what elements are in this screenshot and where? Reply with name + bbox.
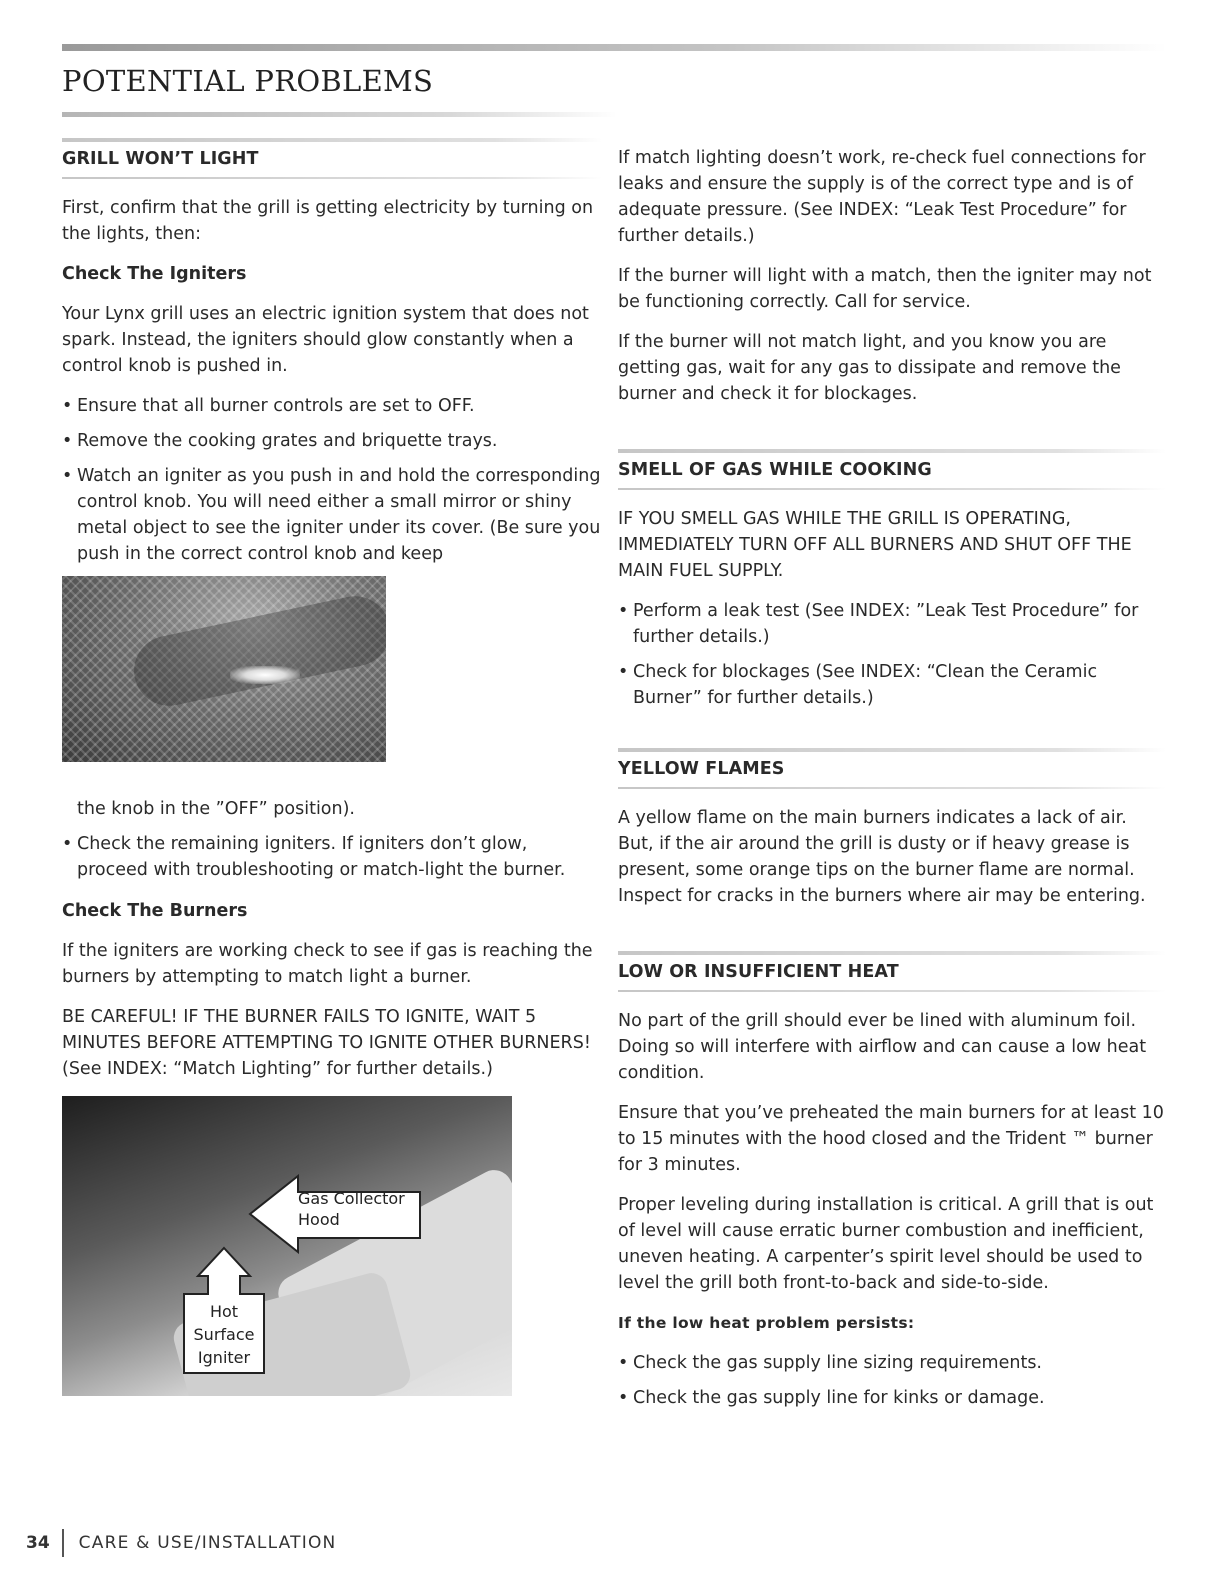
gas-collector-label: Gas Collector Hood	[298, 1189, 405, 1229]
igniter-photo	[62, 576, 386, 762]
section-yellow-flames	[618, 748, 1166, 909]
igniter-steps-list-continued	[62, 831, 602, 883]
list-item: • Check for blockages (See INDEX: “Clean the Ceramic Burner” for further details.)	[618, 659, 1166, 711]
subheading-check-igniters: Check The Igniters	[62, 264, 247, 284]
title-rule	[62, 112, 617, 117]
section-rule	[618, 951, 1166, 955]
section-low-heat	[618, 951, 1166, 1411]
match-text-3: If the burner will not match light, and you know you are getting gas, wait for any gas to dissipate and remove the burner and check it for blockages.	[618, 332, 1121, 404]
subheading-check-burners: Check The Burners	[62, 901, 248, 921]
igniter-glow-shape	[230, 666, 300, 684]
section-grill-wont-light	[62, 138, 602, 1396]
list-item-continuation: the knob in the ”OFF” position).	[77, 799, 355, 819]
gas-collector-callout	[248, 1174, 423, 1254]
yellow-flames-text: A yellow flame on the main burners indicates a lack of air. But, if the air around the grill is dusty or if heavy grease is present, some orange tips on the burner flame are normal. Inspect for cracks in the burners where air may be entering.	[618, 808, 1146, 906]
list-item: • Remove the cooking grates and briquette trays.	[62, 428, 602, 454]
list-item: • Check the remaining igniters. If igniters don’t glow, proceed with troubleshooting or match-light the burner.	[62, 831, 602, 883]
section-rule	[62, 138, 602, 142]
page-number: 34	[26, 1533, 50, 1553]
low-heat-text-3: Proper leveling during installation is critical. A grill that is out of level will cause erratic burner combustion and inefficient, uneven heating. A carpenter’s spirit level should be used to level the grill both front-to-back and side-to-side.	[618, 1195, 1154, 1293]
footer-divider	[62, 1529, 64, 1557]
list-item: • Perform a leak test (See INDEX: ”Leak Test Procedure” for further details.)	[618, 598, 1166, 650]
igniter-steps-list	[62, 393, 602, 567]
subheading-persists: If the low heat problem persists:	[618, 1314, 915, 1332]
low-heat-steps-list	[618, 1350, 1166, 1411]
section-rule	[618, 449, 1166, 453]
low-heat-text-2: Ensure that you’ve preheated the main burners for at least 10 to 15 minutes with the hood closed and the Trident ™ burner for 3 minutes.	[618, 1103, 1164, 1175]
burner-tube-shape	[128, 590, 386, 713]
section-heading: LOW OR INSUFFICIENT HEAT	[618, 962, 899, 982]
intro-text: First, confirm that the grill is getting electricity by turning on the lights, then:	[62, 198, 594, 244]
list-item: • Check the gas supply line for kinks or damage.	[618, 1385, 1166, 1411]
section-match-lighting	[618, 145, 1166, 407]
burner-hood-photo	[62, 1096, 512, 1396]
warning-text: BE CAREFUL! IF THE BURNER FAILS TO IGNITE, WAIT 5 MINUTES BEFORE ATTEMPTING TO IGNITE OTHER BURNERS! (See INDEX: “Match Lighting” for further details.)	[62, 1007, 591, 1079]
list-item: • Ensure that all burner controls are set to OFF.	[62, 393, 602, 419]
gas-steps-list	[618, 598, 1166, 711]
section-heading: YELLOW FLAMES	[618, 759, 785, 779]
section-heading: GRILL WON’T LIGHT	[62, 149, 259, 169]
list-item: • Watch an igniter as you push in and hold the corresponding control knob. You will need either a small mirror or shiny metal object to see the igniter under its cover. (Be sure you push in the correct control knob and keep	[62, 463, 602, 567]
top-rule	[62, 44, 1167, 51]
footer-section-label: CARE & USE/INSTALLATION	[78, 1533, 337, 1553]
hot-surface-igniter-callout	[182, 1246, 266, 1376]
page-title: POTENTIAL PROBLEMS	[62, 64, 434, 98]
left-column	[62, 138, 602, 1430]
right-column	[618, 145, 1166, 1420]
section-smell-of-gas	[618, 449, 1166, 711]
page-footer	[26, 1528, 336, 1558]
list-item: • Check the gas supply line sizing requirements.	[618, 1350, 1166, 1376]
match-text-2: If the burner will light with a match, then the igniter may not be functioning correctly. Call for service.	[618, 266, 1152, 312]
igniters-text: Your Lynx grill uses an electric ignition system that does not spark. Instead, the igniters should glow constantly when a control knob is pushed in.	[62, 304, 589, 376]
gas-warning-text: IF YOU SMELL GAS WHILE THE GRILL IS OPERATING, IMMEDIATELY TURN OFF ALL BURNERS AND SHUT OFF THE MAIN FUEL SUPPLY.	[618, 509, 1132, 581]
hot-surface-label: Hot Surface Igniter	[193, 1302, 255, 1367]
section-heading: SMELL OF GAS WHILE COOKING	[618, 460, 932, 480]
match-text-1: If match lighting doesn’t work, re-check fuel connections for leaks and ensure the supply is of the correct type and is of adequate pressure. (See INDEX: “Leak Test Procedure” for further details.)	[618, 148, 1146, 246]
burners-text: If the igniters are working check to see if gas is reaching the burners by attempting to match light a burner.	[62, 941, 593, 987]
low-heat-text-1: No part of the grill should ever be lined with aluminum foil. Doing so will interfere with airflow and can cause a low heat condition.	[618, 1011, 1147, 1083]
section-rule	[618, 748, 1166, 752]
